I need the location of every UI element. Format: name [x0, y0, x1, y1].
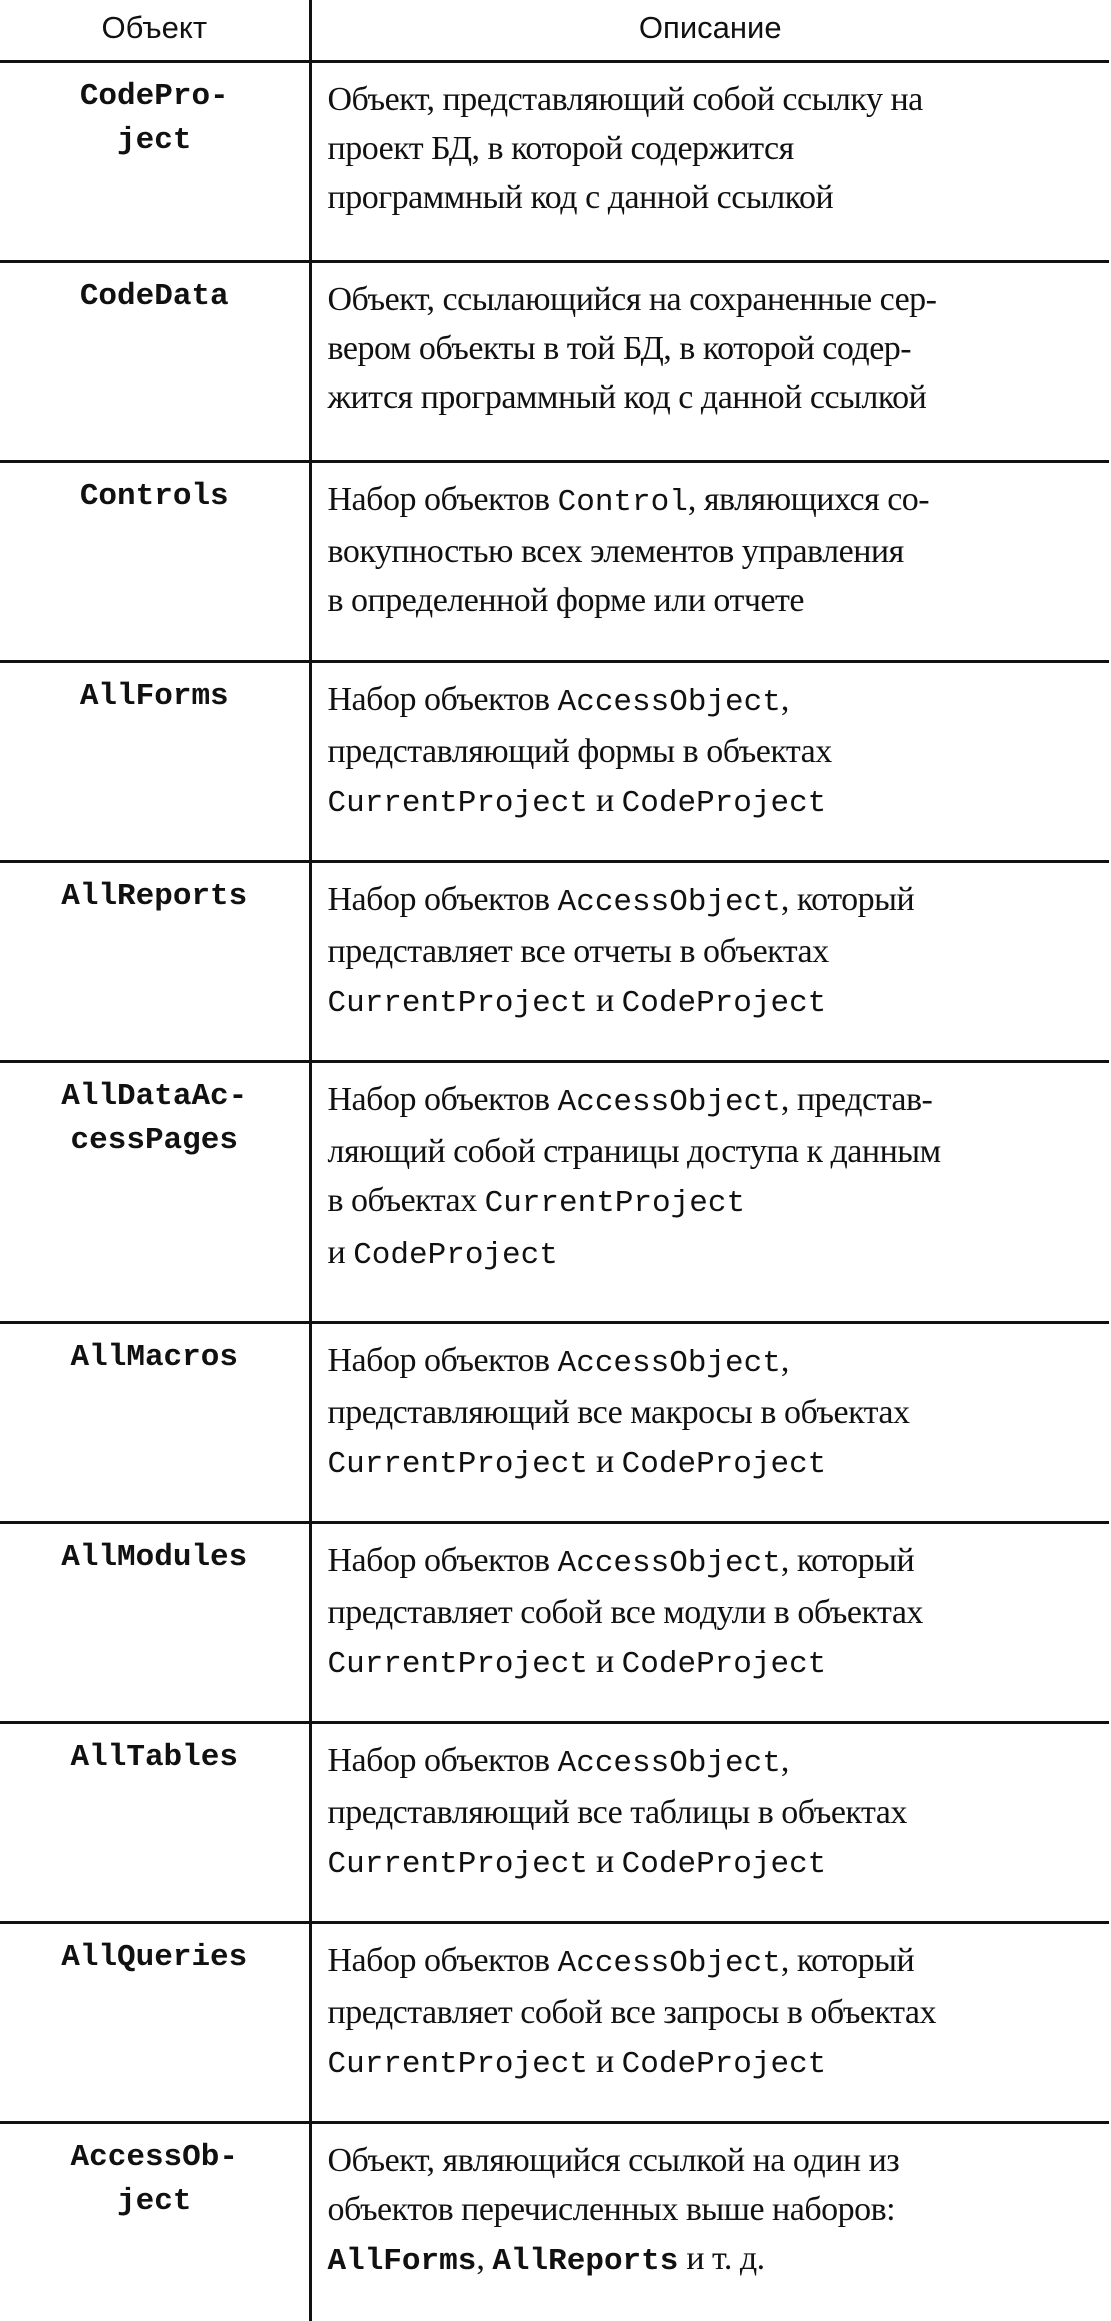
- object-name-cell: [0, 662, 310, 862]
- description-text: объектов перечисленных выше наборов:: [328, 2191, 896, 2228]
- description-line: [328, 1536, 1102, 1588]
- code-identifier: CurrentProject: [328, 1647, 588, 1682]
- description-text: Объект, ссылающийся на сохраненные сер-: [328, 281, 937, 318]
- description-text: в определенной форме или отчете: [328, 582, 804, 619]
- description-text: представляет все отчеты в объектах: [328, 933, 829, 970]
- description-text: представляет собой все модули в объектах: [328, 1594, 923, 1631]
- code-identifier: CurrentProject: [328, 1847, 588, 1882]
- description-text: ,: [476, 2240, 492, 2277]
- description-line: [328, 2037, 1102, 2089]
- object-name-cell: [0, 1062, 310, 1323]
- description-line: [328, 1127, 1102, 1176]
- description-line: [328, 475, 1102, 527]
- column-header-object: Объект: [0, 0, 310, 62]
- description-text: , представ-: [781, 1081, 932, 1118]
- code-identifier: CodeProject: [622, 786, 827, 821]
- object-name-line: AllModules: [6, 1536, 303, 1580]
- description-text: программный код с данной ссылкой: [328, 179, 834, 216]
- object-name-cell: [0, 62, 310, 262]
- object-name-cell: [0, 1323, 310, 1523]
- description-line: [328, 776, 1102, 828]
- table-row: [0, 662, 1109, 862]
- table-row: [0, 262, 1109, 462]
- object-name-cell: [0, 1923, 310, 2123]
- description-text: в объектах: [328, 1182, 485, 1219]
- table-row: [0, 1062, 1109, 1323]
- description-cell: [310, 1723, 1109, 1923]
- description-cell: [310, 1523, 1109, 1723]
- description-text: , который: [781, 1542, 914, 1579]
- code-identifier: AccessObject: [558, 1746, 781, 1781]
- description-text: и: [588, 1443, 622, 1480]
- description-line: [328, 1988, 1102, 2037]
- description-text: вокупностью всех элементов управления: [328, 533, 904, 570]
- description-text: представляющий формы в объектах: [328, 733, 832, 770]
- description-line: [328, 1388, 1102, 1437]
- description-text: , который: [781, 1942, 914, 1979]
- description-text: и: [588, 982, 622, 1019]
- description-text: Набор объектов: [328, 881, 558, 918]
- description-line: [328, 2234, 1102, 2286]
- object-name-cell: [0, 262, 310, 462]
- object-name-line: AccessOb-: [6, 2136, 303, 2180]
- column-header-description: Описание: [310, 0, 1109, 62]
- description-text: и: [588, 782, 622, 819]
- description-line: [328, 1176, 1102, 1228]
- description-cell: [310, 262, 1109, 462]
- description-cell: [310, 2123, 1109, 2321]
- code-identifier: CodeProject: [622, 986, 827, 1021]
- code-identifier: AccessObject: [558, 1346, 781, 1381]
- description-text: и: [588, 1643, 622, 1680]
- code-identifier: Control: [558, 485, 688, 520]
- description-text: Набор объектов: [328, 1942, 558, 1979]
- description-text: Набор объектов: [328, 1542, 558, 1579]
- description-text: Набор объектов: [328, 1081, 558, 1118]
- description-text: , являющихся со-: [688, 481, 929, 518]
- description-text: и т. д.: [678, 2240, 764, 2277]
- description-line: [328, 576, 1102, 625]
- object-name-line: AllDataAc-: [6, 1075, 303, 1119]
- code-identifier: CodeProject: [622, 1647, 827, 1682]
- description-line: [328, 1837, 1102, 1889]
- table-row: [0, 1723, 1109, 1923]
- table-body: [0, 62, 1109, 2321]
- description-line: [328, 373, 1102, 422]
- description-cell: [310, 1323, 1109, 1523]
- code-identifier: AccessObject: [558, 1946, 781, 1981]
- description-line: [328, 124, 1102, 173]
- code-identifier: AccessObject: [558, 885, 781, 920]
- description-line: [328, 675, 1102, 727]
- code-identifier: AccessObject: [558, 1085, 781, 1120]
- description-line: [328, 1336, 1102, 1388]
- description-cell: [310, 1062, 1109, 1323]
- description-text: Набор объектов: [328, 1742, 558, 1779]
- description-line: [328, 875, 1102, 927]
- description-cell: [310, 62, 1109, 262]
- object-name-line: CodePro-: [6, 75, 303, 119]
- description-line: [328, 1637, 1102, 1689]
- table-row: [0, 2123, 1109, 2321]
- table-row: [0, 862, 1109, 1062]
- description-text: ,: [781, 681, 789, 718]
- code-identifier: CurrentProject: [485, 1186, 745, 1221]
- description-text: вером объекты в той БД, в которой содер-: [328, 330, 912, 367]
- code-identifier: CurrentProject: [328, 986, 588, 1021]
- table-row: [0, 1323, 1109, 1523]
- description-text: Объект, представляющий собой ссылку на: [328, 81, 923, 118]
- code-identifier: CodeProject: [622, 2047, 827, 2082]
- object-name-cell: [0, 1723, 310, 1923]
- code-identifier: CurrentProject: [328, 1447, 588, 1482]
- description-text: жится программный код с данной ссылкой: [328, 379, 927, 416]
- description-line: [328, 727, 1102, 776]
- description-line: [328, 976, 1102, 1028]
- description-text: Набор объектов: [328, 1342, 558, 1379]
- description-line: [328, 324, 1102, 373]
- description-text: представляет собой все запросы в объектах: [328, 1994, 936, 2031]
- table-row: [0, 462, 1109, 662]
- description-line: [328, 75, 1102, 124]
- description-line: [328, 1936, 1102, 1988]
- description-text: и: [588, 1843, 622, 1880]
- description-text: Набор объектов: [328, 481, 558, 518]
- code-identifier: AllForms: [328, 2244, 477, 2279]
- code-identifier: CodeProject: [353, 1238, 558, 1273]
- code-identifier: AllReports: [492, 2244, 678, 2279]
- description-line: [328, 275, 1102, 324]
- description-text: представляющий все таблицы в объектах: [328, 1794, 907, 1831]
- description-text: ,: [781, 1742, 789, 1779]
- description-text: проект БД, в которой содержится: [328, 130, 794, 167]
- description-cell: [310, 862, 1109, 1062]
- description-line: [328, 527, 1102, 576]
- code-identifier: AccessObject: [558, 1546, 781, 1581]
- description-text: Объект, являющийся ссылкой на один из: [328, 2142, 900, 2179]
- table-row: [0, 1523, 1109, 1723]
- object-name-cell: [0, 462, 310, 662]
- table-row: [0, 62, 1109, 262]
- object-name-line: AllReports: [6, 875, 303, 919]
- description-text: представляющий все макросы в объектах: [328, 1394, 910, 1431]
- object-name-line: Controls: [6, 475, 303, 519]
- description-cell: [310, 1923, 1109, 2123]
- object-name-line: AllQueries: [6, 1936, 303, 1980]
- code-identifier: CodeProject: [622, 1447, 827, 1482]
- description-text: и: [328, 1234, 354, 1271]
- object-name-cell: [0, 862, 310, 1062]
- description-line: [328, 1228, 1102, 1280]
- object-name-line: ject: [6, 2180, 303, 2224]
- table-row: [0, 1923, 1109, 2123]
- description-text: и: [588, 2043, 622, 2080]
- description-text: ляющий собой страницы доступа к данным: [328, 1133, 941, 1170]
- object-name-cell: [0, 2123, 310, 2321]
- description-line: [328, 2136, 1102, 2185]
- description-line: [328, 1736, 1102, 1788]
- description-line: [328, 1437, 1102, 1489]
- object-name-line: ject: [6, 119, 303, 163]
- description-line: [328, 173, 1102, 222]
- description-cell: [310, 462, 1109, 662]
- description-line: [328, 1788, 1102, 1837]
- code-identifier: CurrentProject: [328, 2047, 588, 2082]
- description-cell: [310, 662, 1109, 862]
- description-line: [328, 1588, 1102, 1637]
- code-identifier: CurrentProject: [328, 786, 588, 821]
- object-name-line: CodeData: [6, 275, 303, 319]
- description-text: , который: [781, 881, 914, 918]
- table-header-row: [0, 0, 1109, 62]
- description-text: ,: [781, 1342, 789, 1379]
- code-identifier: CodeProject: [622, 1847, 827, 1882]
- object-name-line: cessPages: [6, 1119, 303, 1163]
- description-line: [328, 2185, 1102, 2234]
- code-identifier: AccessObject: [558, 685, 781, 720]
- object-name-cell: [0, 1523, 310, 1723]
- object-name-line: AllMacros: [6, 1336, 303, 1380]
- object-name-line: AllTables: [6, 1736, 303, 1780]
- object-name-line: AllForms: [6, 675, 303, 719]
- description-line: [328, 927, 1102, 976]
- description-text: Набор объектов: [328, 681, 558, 718]
- description-line: [328, 1075, 1102, 1127]
